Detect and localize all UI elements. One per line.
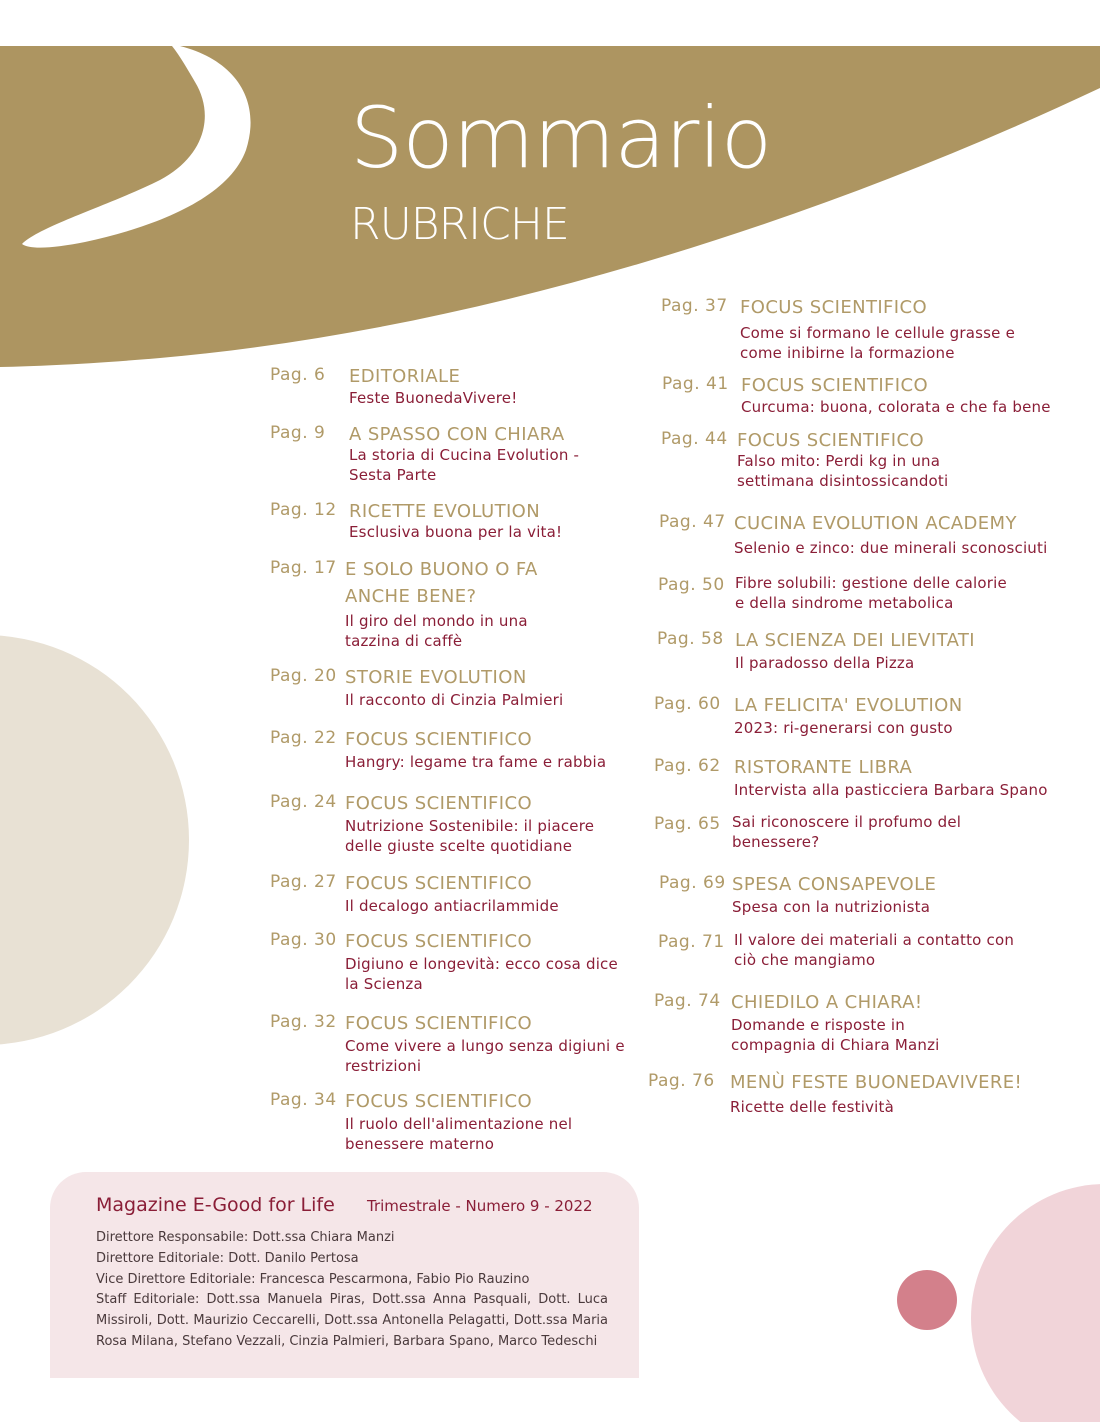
toc-article-title: Il paradosso della Pizza [735,654,915,672]
toc-section-title: FOCUS SCIENTIFICO [737,430,925,451]
toc-article-title: Fibre solubili: gestione delle calorie e della sindrome metabolica [735,574,1007,612]
toc-section-title: FOCUS SCIENTIFICO [345,873,533,894]
toc-section-title: E SOLO BUONO O FA ANCHE BENE? [345,559,538,607]
vice-director-line: Vice Direttore Editoriale: Francesca Pescarmona, Fabio Pio Rauzino [96,1271,530,1287]
toc-page-number: Pag. 74 [654,991,721,1011]
toc-section-title: A SPASSO CON CHIARA [349,424,565,445]
toc-article-title: Ricette delle festività [730,1098,894,1116]
toc-article-title: Falso mito: Perdi kg in una settimana disintossicandoti [737,452,949,490]
toc-page-number: Pag. 9 [270,423,326,443]
toc-section-title: FOCUS SCIENTIFICO [740,297,928,318]
toc-section-title: RISTORANTE LIBRA [734,757,913,778]
toc-page-number: Pag. 12 [270,500,337,520]
toc-page-number: Pag. 37 [661,296,728,316]
toc-article-title: Nutrizione Sostenibile: il piacere delle giuste scelte quotidiane [345,817,595,855]
toc-page-number: Pag. 65 [654,814,721,834]
toc-page-number: Pag. 60 [654,694,721,714]
toc-page-number: Pag. 32 [270,1012,337,1032]
page-subtitle: RUBRICHE [350,199,569,250]
toc-section-title: FOCUS SCIENTIFICO [345,1091,533,1112]
toc-page-number: Pag. 71 [658,932,725,952]
toc-article-title: Il racconto di Cinzia Palmieri [345,691,564,709]
toc-page-number: Pag. 69 [659,873,726,893]
pink-big-circle [971,1184,1100,1422]
toc-article-title: Il giro del mondo in una tazzina di caffè [345,612,528,650]
toc-page-number: Pag. 47 [659,512,726,532]
toc-article-title: Hangry: legame tra fame e rabbia [345,753,607,771]
toc-section-title: LA SCIENZA DEI LIEVITATI [735,630,975,651]
staff-list [96,1228,608,1353]
toc-page-number: Pag. 27 [270,872,337,892]
magazine-name: Magazine E-Good for Life [96,1194,335,1216]
toc-article-title: Selenio e zinco: due minerali sconosciuti [734,539,1048,557]
toc-section-title: RICETTE EVOLUTION [349,501,541,522]
toc-section-title: FOCUS SCIENTIFICO [345,793,533,814]
staff-line: Staff Editoriale: Dott.ssa Manuela Piras, Dott.ssa Anna Pasquali, Dott. Luca Missiroli, Dott. Maurizio Ceccarelli, Dott.ssa Antonella Pelagatti, Dott.ssa Maria Rosa Milana, Stefano Vezzali, Cinzia Palmieri, Barbara Spano, Marco Tedeschi [96,1292,608,1349]
beige-circle [0,635,189,1045]
toc-section-title: LA FELICITA' EVOLUTION [734,695,963,716]
toc-page-number: Pag. 30 [270,930,337,950]
toc-article-title: Come vivere a lungo senza digiuni e restrizioni [345,1037,625,1075]
toc-page-number: Pag. 76 [648,1071,715,1091]
toc-article-title: Esclusiva buona per la vita! [349,523,563,541]
toc-page-number: Pag. 62 [654,756,721,776]
toc-page-number: Pag. 58 [657,629,724,649]
toc-section-title: STORIE EVOLUTION [345,667,527,688]
toc-article-title: Spesa con la nutrizionista [732,898,931,916]
toc-article-title: 2023: ri-generarsi con gusto [734,719,953,737]
pink-dot [897,1270,957,1330]
toc-article-title: Come si formano le cellule grasse e come inibirne la formazione [740,324,1016,362]
toc-page-number: Pag. 50 [658,575,725,595]
toc-page-number: Pag. 34 [270,1090,337,1110]
toc-page-number: Pag. 24 [270,792,337,812]
toc-article-title: Il valore dei materiali a contatto con ciò che mangiamo [734,931,1015,969]
toc-article-title: Il decalogo antiacrilammide [345,897,559,915]
toc-page-number: Pag. 20 [270,666,337,686]
toc-page-number: Pag. 44 [661,429,728,449]
toc-article-title: Il ruolo dell'alimentazione nel benessere materno [345,1115,573,1153]
toc-article-title: Sai riconoscere il profumo del benessere? [732,813,962,851]
toc-section-title: FOCUS SCIENTIFICO [741,375,929,396]
toc-article-title: La storia di Cucina Evolution - Sesta Parte [349,446,580,484]
editorial-director-line: Direttore Editoriale: Dott. Danilo Pertosa [96,1250,359,1266]
toc-section-title: FOCUS SCIENTIFICO [345,1013,533,1034]
credits-panel [50,1172,639,1378]
toc-page-number: Pag. 22 [270,728,337,748]
toc-article-title: Feste BuonedaVivere! [349,389,518,407]
toc-section-title: CUCINA EVOLUTION ACADEMY [734,513,1017,534]
toc-page-number: Pag. 17 [270,558,337,578]
page-title: Sommario [350,89,772,187]
toc-section-title: SPESA CONSAPEVOLE [732,874,937,895]
toc-section-title: EDITORIALE [349,366,461,387]
toc-article-title: Intervista alla pasticciera Barbara Spano [734,781,1048,799]
toc-article-title: Curcuma: buona, colorata e che fa bene [741,398,1051,416]
toc-section-title: CHIEDILO A CHIARA! [731,992,923,1013]
toc-section-title: FOCUS SCIENTIFICO [345,729,533,750]
toc-article-title: Domande e risposte in compagnia di Chiara Manzi [731,1016,940,1054]
toc-page-number: Pag. 41 [662,374,729,394]
director-line: Direttore Responsabile: Dott.ssa Chiara Manzi [96,1230,395,1245]
magazine-issue: Trimestrale - Numero 9 - 2022 [367,1197,593,1215]
toc-article-title: Digiuno e longevità: ecco cosa dice la Scienza [345,955,618,993]
toc-section-title: MENÙ FESTE BUONEDAVIVERE! [730,1072,1023,1093]
toc-section-title: FOCUS SCIENTIFICO [345,931,533,952]
toc-page-number: Pag. 6 [270,365,326,385]
